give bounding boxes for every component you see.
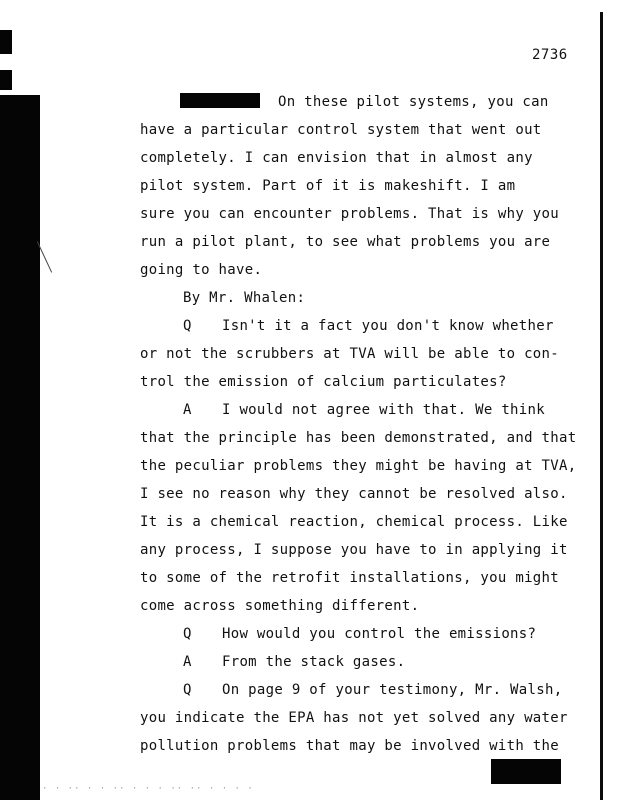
question-text: On page 9 of your testimony, Mr. Walsh,: [222, 682, 563, 698]
text-line: to some of the retrofit installations, you might: [140, 570, 559, 586]
right-margin-rule: [600, 12, 603, 800]
text-line: any process, I suppose you have to in applying it: [140, 542, 568, 558]
text-line: come across something different.: [140, 598, 420, 614]
scan-noise: · · ·· · · ·· · · · ·· ·· · · · ·: [42, 784, 254, 794]
question-label: Q: [183, 318, 192, 334]
text-line: trol the emission of calcium particulates?: [140, 374, 507, 390]
text-line: completely. I can envision that in almost any: [140, 150, 533, 166]
answer-label: A: [183, 402, 192, 418]
question-text: Isn't it a fact you don't know whether: [222, 318, 554, 334]
examiner-heading: By Mr. Whalen:: [183, 290, 306, 306]
text-line: sure you can encounter problems. That is why you: [140, 206, 559, 222]
text-line: going to have.: [140, 262, 263, 278]
binding-mark: [0, 30, 12, 54]
answer-text: From the stack gases.: [222, 654, 406, 670]
text-line: that the principle has been demonstrated, and that: [140, 430, 577, 446]
scan-edge-shadow: [0, 95, 40, 800]
question-label: Q: [183, 682, 192, 698]
text-line: have a particular control system that went out: [140, 122, 542, 138]
page-number: 2736: [532, 47, 568, 63]
text-line: I see no reason why they cannot be resolved also.: [140, 486, 568, 502]
text-line: pilot system. Part of it is makeshift. I am: [140, 178, 516, 194]
answer-label: A: [183, 654, 192, 670]
question-label: Q: [183, 626, 192, 642]
question-text: How would you control the emissions?: [222, 626, 537, 642]
text-line: the peculiar problems they might be having at TVA,: [140, 458, 577, 474]
text-line: pollution problems that may be involved with the: [140, 738, 559, 754]
text-line: On these pilot systems, you can: [278, 94, 549, 110]
answer-text: I would not agree with that. We think: [222, 402, 545, 418]
text-line: It is a chemical reaction, chemical process. Like: [140, 514, 568, 530]
text-line: you indicate the EPA has not yet solved any water: [140, 710, 568, 726]
redaction-block: [491, 759, 561, 784]
text-line: or not the scrubbers at TVA will be able to con-: [140, 346, 559, 362]
text-line: run a pilot plant, to see what problems you are: [140, 234, 551, 250]
binding-mark: [0, 70, 12, 90]
redaction-block: [180, 93, 260, 108]
